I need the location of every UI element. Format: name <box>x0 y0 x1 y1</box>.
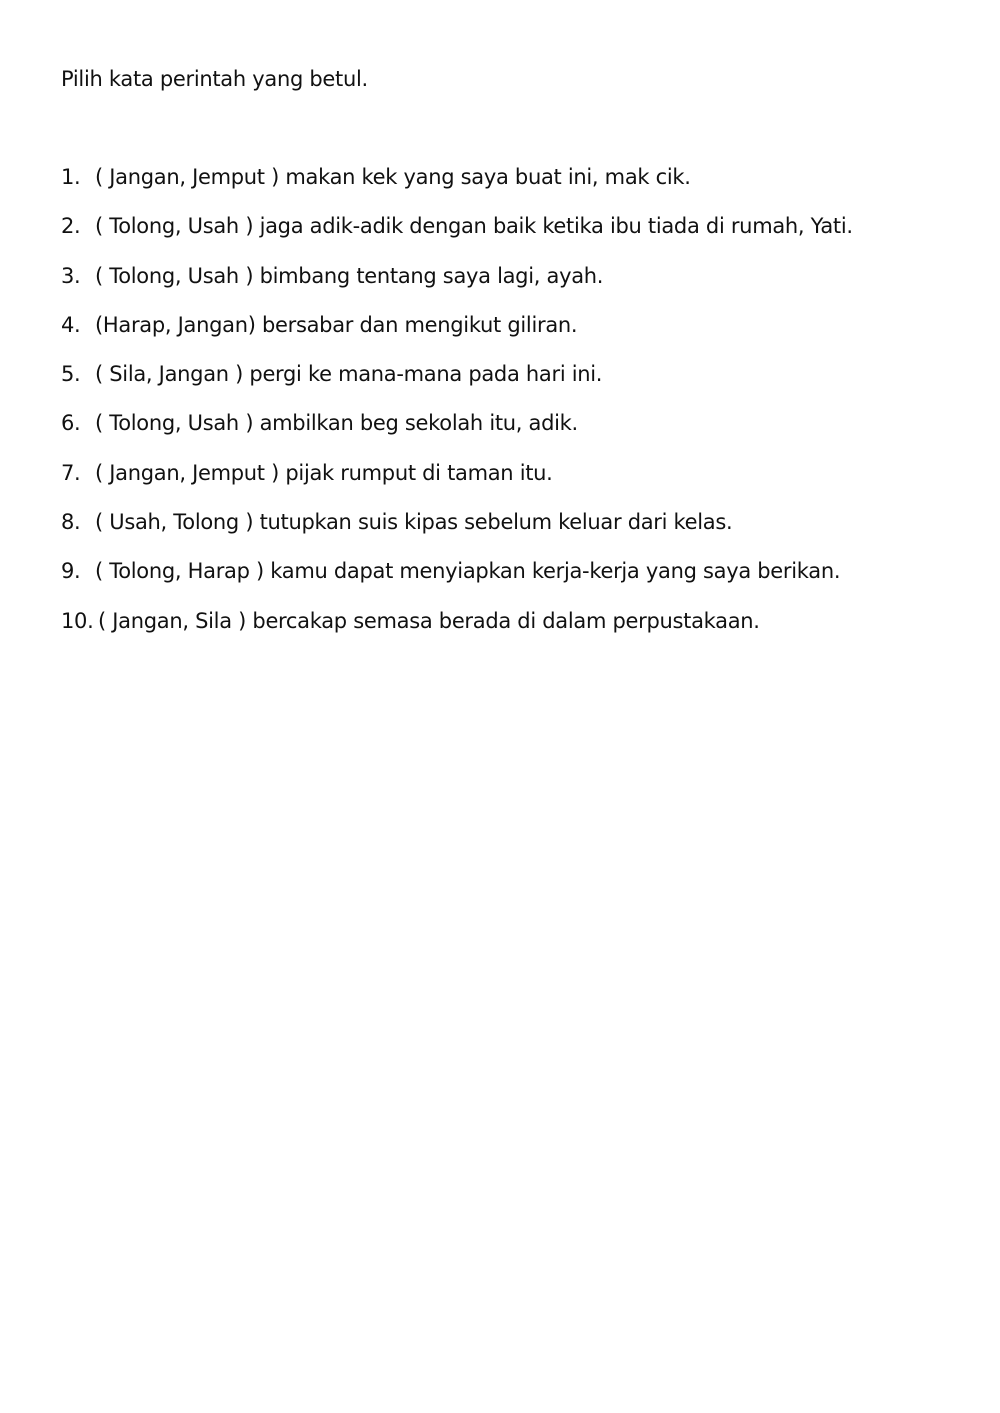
question-number: 1. <box>61 165 81 189</box>
question-number: 4. <box>61 312 81 337</box>
question-text: ( Jangan, Jemput ) makan kek yang saya buat ini, mak cik. <box>95 165 691 189</box>
question-item <box>61 408 961 457</box>
question-item <box>61 162 961 211</box>
question-item <box>61 606 961 655</box>
question-item <box>61 458 961 507</box>
question-text: ( Tolong, Usah ) ambilkan beg sekolah itu, adik. <box>95 411 578 436</box>
question-number: 5. <box>61 362 81 387</box>
question-text: ( Tolong, Usah ) jaga adik-adik dengan baik ketika ibu tiada di rumah, Yati. <box>95 214 853 239</box>
question-number: 2. <box>61 214 81 239</box>
question-text: ( Sila, Jangan ) pergi ke mana-mana pada hari ini. <box>95 362 603 387</box>
question-list <box>61 162 961 655</box>
question-item <box>61 556 961 605</box>
instruction-text: Pilih kata perintah yang betul. <box>61 67 368 91</box>
question-text: (Harap, Jangan) bersabar dan mengikut giliran. <box>95 312 578 337</box>
question-item <box>61 310 961 359</box>
question-number: 6. <box>61 411 81 436</box>
question-number: 3. <box>61 263 81 288</box>
question-item <box>61 261 961 310</box>
question-text: ( Tolong, Harap ) kamu dapat menyiapkan kerja-kerja yang saya berikan. <box>95 559 841 584</box>
question-text: ( Jangan, Jemput ) pijak rumput di taman itu. <box>95 460 553 485</box>
question-text: ( Tolong, Usah ) bimbang tentang saya lagi, ayah. <box>95 263 604 288</box>
question-text: ( Usah, Tolong ) tutupkan suis kipas sebelum keluar dari kelas. <box>95 510 733 535</box>
question-number: 9. <box>61 559 81 584</box>
question-number: 10. <box>61 608 94 633</box>
question-item <box>61 211 961 260</box>
question-text: ( Jangan, Sila ) bercakap semasa berada di dalam perpustakaan. <box>98 608 760 633</box>
question-item <box>61 359 961 408</box>
question-number: 7. <box>61 460 81 485</box>
question-number: 8. <box>61 510 81 535</box>
question-item <box>61 507 961 556</box>
